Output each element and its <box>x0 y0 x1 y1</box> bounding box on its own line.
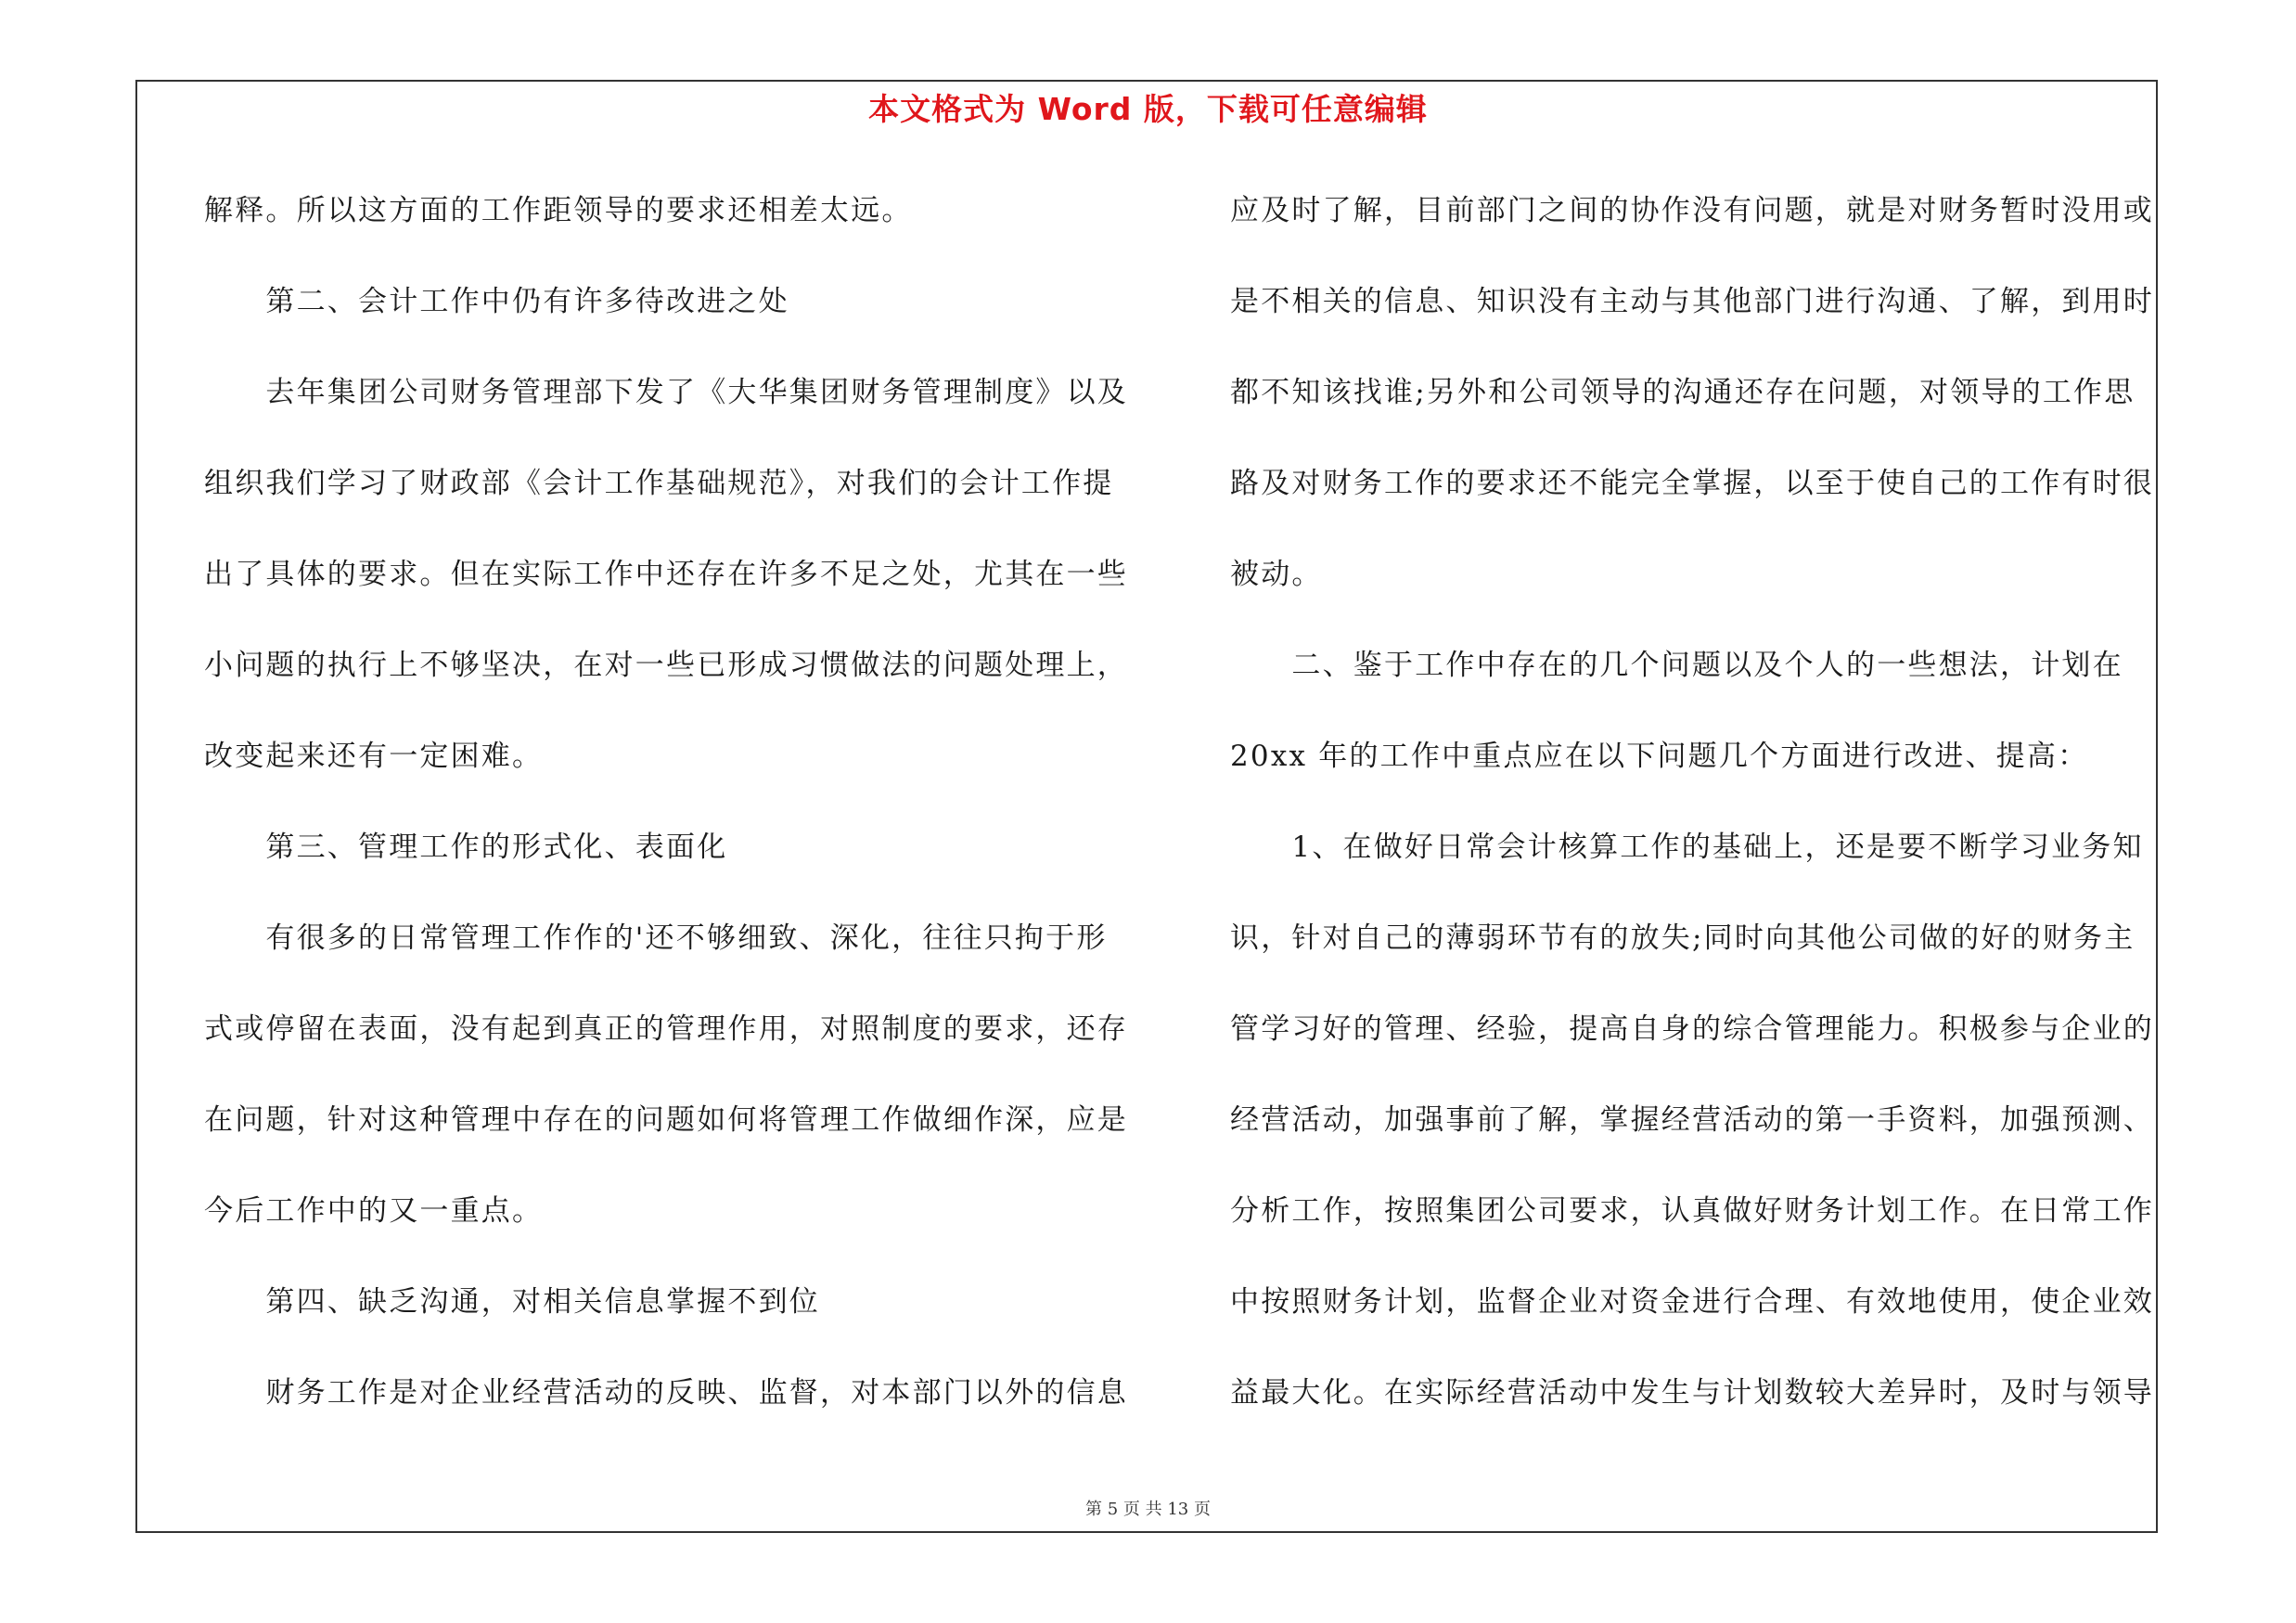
text-line: 益最大化。在实际经营活动中发生与计划数较大差异时，及时与领导 <box>1230 1376 2154 1410</box>
text-line: 去年集团公司财务管理部下发了《大华集团财务管理制度》以及 <box>204 376 1128 409</box>
text-line: 应及时了解，目前部门之间的协作没有问题，就是对财务暂时没用或 <box>1230 194 2154 227</box>
section-heading: 二、鉴于工作中存在的几个问题以及个人的一些想法，计划在 <box>1230 649 2123 682</box>
page-number-footer: 第 5 页 共 13 页 <box>1085 1500 1211 1519</box>
right-text-column <box>1230 186 2158 1459</box>
text-line: 小问题的执行上不够坚决，在对一些已形成习惯做法的问题处理上， <box>204 649 1128 682</box>
text-line: 今后工作中的又一重点。 <box>204 1194 544 1228</box>
text-line: 管学习好的管理、经验，提高自身的综合管理能力。积极参与企业的 <box>1230 1012 2154 1046</box>
text-line: 出了具体的要求。但在实际工作中还存在许多不足之处，尤其在一些 <box>204 558 1128 591</box>
section-heading: 第四、缺乏沟通，对相关信息掌握不到位 <box>204 1285 820 1319</box>
section-heading: 第三、管理工作的形式化、表面化 <box>204 831 728 864</box>
text-line: 经营活动，加强事前了解，掌握经营活动的第一手资料，加强预测、 <box>1230 1103 2154 1137</box>
text-line: 被动。 <box>1230 558 1323 591</box>
text-line: 中按照财务计划，监督企业对资金进行合理、有效地使用，使企业效 <box>1230 1285 2154 1319</box>
text-line: 路及对财务工作的要求还不能完全掌握，以至于使自己的工作有时很 <box>1230 467 2154 500</box>
text-line: 式或停留在表面，没有起到真正的管理作用，对照制度的要求，还存 <box>204 1012 1128 1046</box>
text-line: 是不相关的信息、知识没有主动与其他部门进行沟通、了解，到用时 <box>1230 285 2154 318</box>
text-line: 都不知该找谁;另外和公司领导的沟通还存在问题，对领导的工作思 <box>1230 376 2136 409</box>
text-line: 1、在做好日常会计核算工作的基础上，还是要不断学习业务知 <box>1230 831 2144 864</box>
text-line: 20xx 年的工作中重点应在以下问题几个方面进行改进、提高： <box>1230 740 2089 773</box>
section-heading: 第二、会计工作中仍有许多待改进之处 <box>204 285 789 318</box>
text-line: 财务工作是对企业经营活动的反映、监督，对本部门以外的信息 <box>204 1376 1128 1410</box>
text-line: 改变起来还有一定困难。 <box>204 740 544 773</box>
text-line: 在问题，针对这种管理中存在的问题如何将管理工作做细作深，应是 <box>204 1103 1128 1137</box>
text-line: 分析工作，按照集团公司要求，认真做好财务计划工作。在日常工作 <box>1230 1194 2154 1228</box>
format-notice-banner: 本文格式为 Word 版，下载可任意编辑 <box>868 91 1428 127</box>
text-line: 组织我们学习了财政部《会计工作基础规范》，对我们的会计工作提 <box>204 467 1114 500</box>
text-line: 有很多的日常管理工作作的'还不够细致、深化，往往只拘于形 <box>204 921 1108 955</box>
text-line: 解释。所以这方面的工作距领导的要求还相差太远。 <box>204 194 913 227</box>
text-line: 识，针对自己的薄弱环节有的放失;同时向其他公司做的好的财务主 <box>1230 921 2136 955</box>
left-text-column <box>204 186 1146 1459</box>
